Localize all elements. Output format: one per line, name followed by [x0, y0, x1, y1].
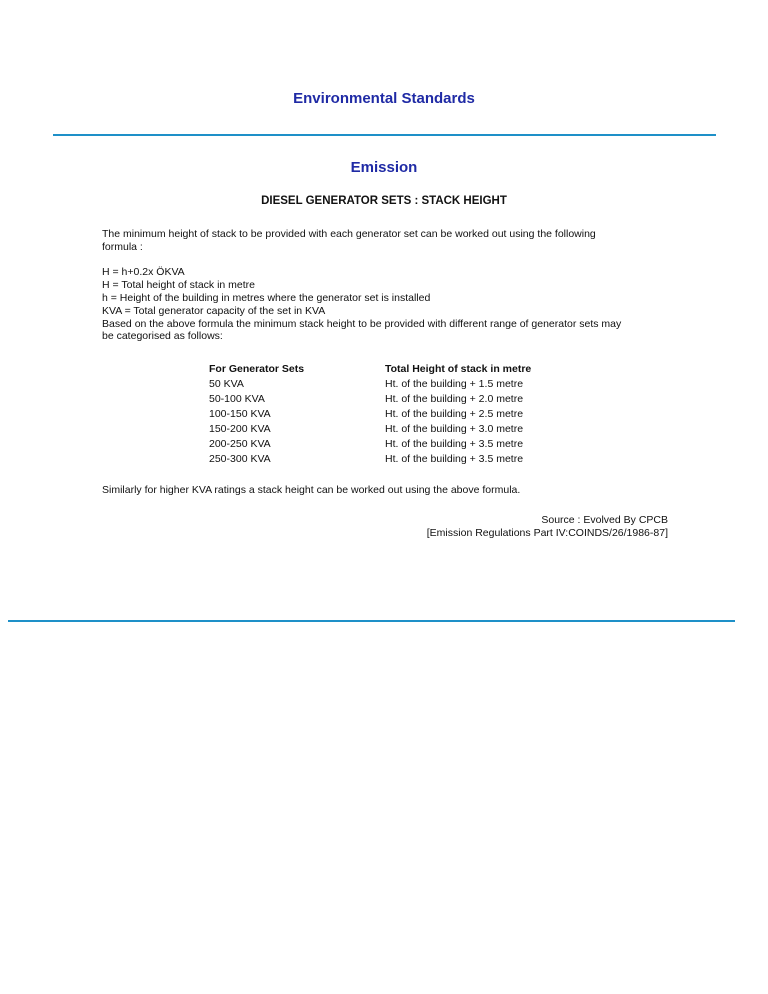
definition-h: h = Height of the building in metres where the generator set is installed — [102, 291, 431, 304]
table-row — [209, 422, 585, 437]
column-header-generator-sets: For Generator Sets — [209, 363, 305, 375]
table-row — [209, 407, 585, 422]
higher-kva-note: Similarly for higher KVA ratings a stack height can be worked out using the above formula. — [102, 484, 521, 496]
stack-height-cell: Ht. of the building + 3.5 metre — [385, 438, 524, 450]
stack-height-cell: Ht. of the building + 2.5 metre — [385, 408, 524, 420]
generator-capacity-cell: 150-200 KVA — [209, 423, 271, 435]
source-line: Source : Evolved By CPCB — [541, 514, 668, 526]
intro-text-block — [102, 228, 672, 343]
formula: H = h+0.2x ÖKVA — [102, 266, 185, 279]
column-header-stack-height: Total Height of stack in metre — [385, 363, 532, 375]
table-row — [209, 392, 585, 407]
section-title: Emission — [350, 159, 418, 176]
generator-capacity-cell: 50-100 KVA — [209, 393, 265, 405]
stack-height-cell: Ht. of the building + 1.5 metre — [385, 378, 524, 390]
spacer — [102, 254, 672, 267]
generator-capacity-cell: 100-150 KVA — [209, 408, 271, 420]
intro-line: formula : — [102, 240, 143, 253]
table-header-row — [209, 362, 585, 377]
page-title: Environmental Standards — [293, 90, 475, 107]
intro-line: The minimum height of stack to be provided with each generator set can be worked out using the following — [102, 228, 596, 240]
definition-H: H = Total height of stack in metre — [102, 279, 256, 292]
stack-height-cell: Ht. of the building + 3.0 metre — [385, 423, 524, 435]
stack-height-cell: Ht. of the building + 2.0 metre — [385, 393, 524, 405]
stack-height-table — [209, 362, 585, 467]
generator-capacity-cell: 50 KVA — [209, 378, 244, 390]
generator-capacity-cell: 200-250 KVA — [209, 438, 271, 450]
table-row — [209, 452, 585, 467]
top-divider — [53, 134, 716, 136]
definition-kva: KVA = Total generator capacity of the set in KVA — [102, 304, 326, 317]
stack-height-cell: Ht. of the building + 3.5 metre — [385, 453, 524, 465]
categorisation-line: Based on the above formula the minimum stack height to be provided with different range of generator sets may — [102, 317, 622, 330]
generator-capacity-cell: 250-300 KVA — [209, 453, 271, 465]
source-citation — [427, 514, 668, 540]
categorisation-line: be categorised as follows: — [102, 330, 223, 343]
source-reference: [Emission Regulations Part IV:COINDS/26/1986-87] — [426, 527, 668, 539]
table-row — [209, 437, 585, 452]
table-row — [209, 377, 585, 392]
document-subtitle: DIESEL GENERATOR SETS : STACK HEIGHT — [261, 195, 507, 207]
bottom-divider — [8, 620, 735, 622]
